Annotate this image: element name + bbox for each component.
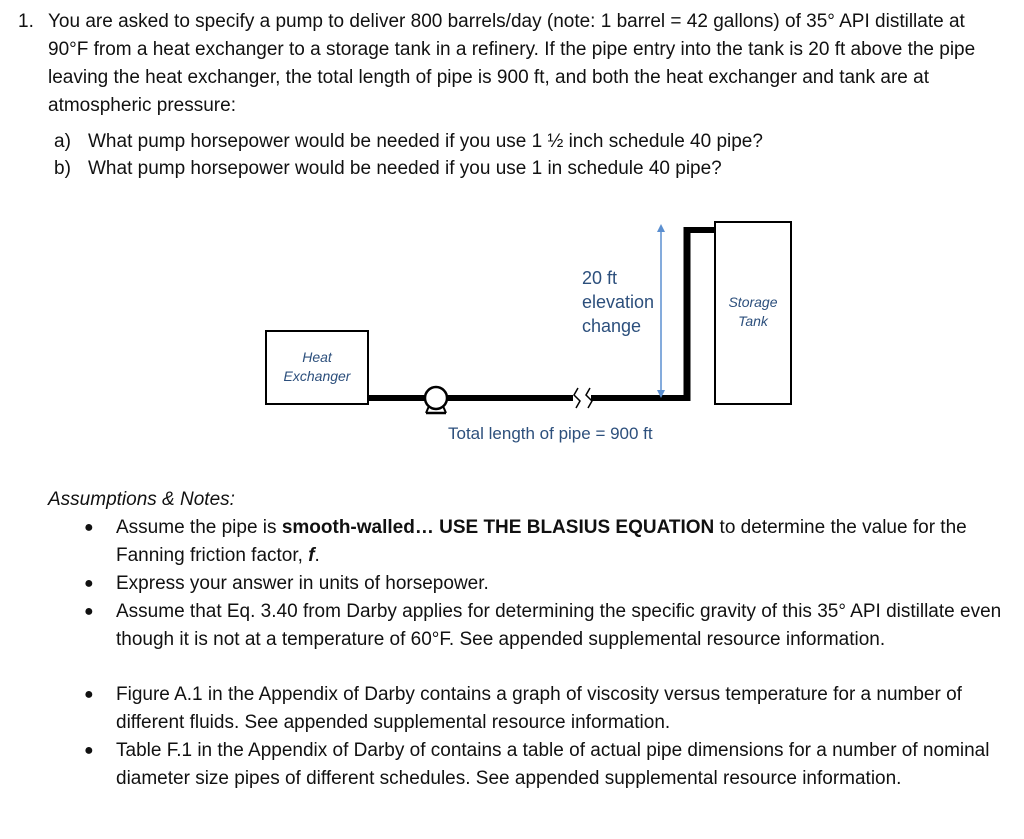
problem-statement: You are asked to specify a pump to deliver 800 barrels/day (note: 1 barrel = 42 gallons) of 35° API distillate at 90°F from a heat exchanger to a storage tank in a refinery. If the pipe entry into the tank is 20 ft above the pipe leaving the heat exchanger, the total length of pipe is 900 ft, and both the heat exchanger and tank are at atmospheric pressure: bbox=[48, 11, 976, 116]
assumption-units: Express your answer in units of horsepower. bbox=[116, 573, 489, 594]
bullet-dot: ● bbox=[84, 742, 94, 759]
part-a-label: a) bbox=[54, 131, 71, 152]
problem-number: 1. bbox=[18, 11, 34, 32]
storage-tank-label: Storage Tank bbox=[728, 294, 778, 329]
bullet-dot: ● bbox=[84, 575, 94, 592]
assumption-pipe-table: Table F.1 in the Appendix of Darby of contains a table of actual pipe dimensions for a number of nominal diameter size pipes of different schedules. See appended supplemental resource information. bbox=[116, 740, 990, 789]
bullet-dot: ● bbox=[84, 519, 94, 536]
total-pipe-length-label: Total length of pipe = 900 ft bbox=[448, 424, 653, 443]
bullet-dot: ● bbox=[84, 603, 94, 620]
part-a-text: What pump horsepower would be needed if you use 1 ½ inch schedule 40 pipe? bbox=[88, 131, 763, 152]
bullet-dot: ● bbox=[84, 686, 94, 703]
pipe-break-icon bbox=[573, 388, 592, 408]
assumption-smooth-pipe: Assume the pipe is smooth-walled… USE THE BLASIUS EQUATION to determine the value for the Fanning friction factor, f. bbox=[116, 517, 967, 566]
elevation-change-label: 20 ft elevation change bbox=[582, 268, 655, 336]
elevation-arrow-icon bbox=[657, 224, 665, 398]
part-b-text: What pump horsepower would be needed if you use 1 in schedule 40 pipe? bbox=[88, 158, 722, 179]
assumptions-heading: Assumptions & Notes: bbox=[48, 489, 235, 510]
heat-exchanger-label: Heat Exchanger bbox=[283, 349, 351, 384]
assumption-specific-gravity: Assume that Eq. 3.40 from Darby applies for determining the specific gravity of this 35° API distillate even though it is not at a temperature of 60°F. See appended supplemental resource information. bbox=[116, 601, 1002, 650]
pump-icon bbox=[425, 387, 447, 413]
part-b-label: b) bbox=[54, 158, 71, 179]
assumption-viscosity-figure: Figure A.1 in the Appendix of Darby contains a graph of viscosity versus temperature for a number of different fluids. See appended supplemental resource information. bbox=[116, 684, 962, 733]
